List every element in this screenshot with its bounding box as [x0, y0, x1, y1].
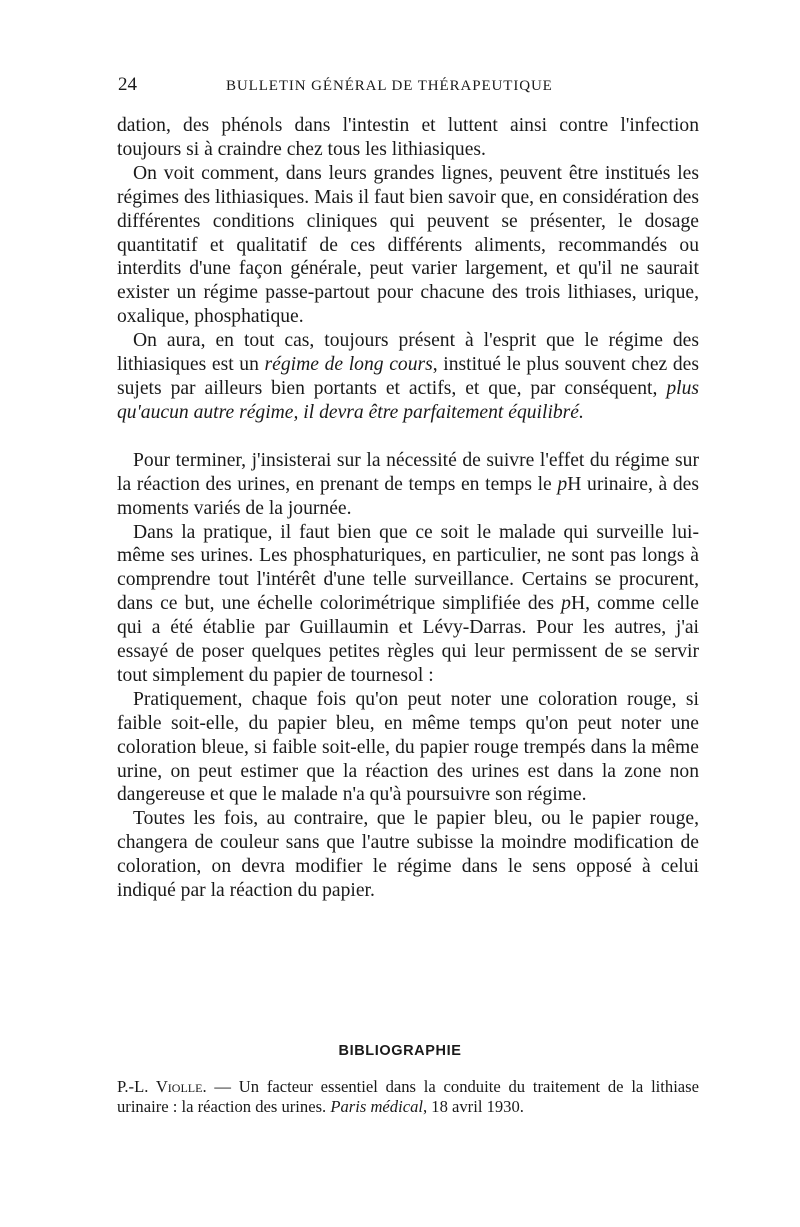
paragraph-5-text-c: H, comme celle qui a été établie par Guillaumin et Lévy-Darras. Pour les autres, j'ai essayé de poser quelques petites règles qui leur permissent de se servir tout simplement du papier de tournesol : — [117, 593, 700, 686]
paragraph-5 — [117, 521, 699, 688]
paragraph-3 — [117, 329, 699, 425]
paragraph-3-emphasis-1: régime de long cours — [264, 354, 433, 376]
paragraph-2: On voit comment, dans leurs grandes lignes, peuvent être institués les régimes des lithiasiques. Mais il faut bien savoir que, en considération des différentes conditions cliniques qui peuvent se présenter, le dosage quantitatif et qualitatif de ces différents aliments, recommandés ou interdits d'une façon générale, peut varier largement, et qu'il ne saurait exister un régime passe-partout pour chacune des trois lithiases, urique, oxalique, phosphatique. — [117, 162, 699, 328]
body-text — [117, 114, 699, 903]
page-number: 24 — [118, 74, 137, 95]
paragraph-4-text-c: H urinaire, à des moments variés de la journée. — [117, 473, 699, 519]
running-title: BULLETIN GÉNÉRAL DE THÉRAPEUTIQUE — [226, 78, 553, 94]
paragraph-3-emphasis-2: plus qu'aucun autre régime, il devra être parfaitement équilibré. — [117, 377, 699, 423]
paragraph-7: Toutes les fois, au contraire, que le papier bleu, ou le papier rouge, changera de couleur sans que l'autre subisse la moindre modification de coloration, on devra modifier le régime dans le sens opposé à celui indiqué par la réaction du papier. — [117, 808, 699, 902]
paragraph-3-text-a: On aura, en tout cas, toujours présent à l'esprit que le régime des lithiasiques est un — [117, 330, 699, 376]
bibliography-text: — Un facteur essentiel dans la conduite du traitement de la lithiase urinaire : la réaction des urines. — [117, 1077, 699, 1116]
paragraph-6: Pratiquement, chaque fois qu'on peut noter une coloration rouge, si faible soit-elle, du papier bleu, en même temps qu'on peut noter une coloration bleue, si faible soit-elle, du papier rouge trempés dans la même urine, on peut estimer que la réaction des urines est dans la zone non dangereuse et que le malade n'a qu'à poursuivre son régime. — [117, 688, 699, 806]
paragraph-4-ph-prefix: p — [557, 473, 568, 495]
bibliography-heading: BIBLIOGRAPHIE — [338, 1043, 462, 1059]
bibliography-author: P.-L. Violle. — [117, 1077, 207, 1096]
bibliography-entry — [117, 1077, 699, 1116]
page-header — [118, 74, 698, 104]
paragraph-4-text-a: Pour terminer, j'insisterai sur la nécessité de suivre l'effet du régime sur la réaction des urines, en prenant de temps en temps le — [117, 449, 699, 495]
paragraph-4 — [117, 449, 699, 521]
bibliography-details: , 18 avril 1930. — [422, 1096, 524, 1116]
paragraph-3-text-c: , institué le plus souvent chez des sujets par ailleurs bien portants et actifs, et que, par conséquent, — [117, 354, 699, 399]
paragraph-5-ph-prefix: p — [561, 593, 571, 615]
bibliography-journal: Paris médical — [330, 1096, 423, 1116]
paragraph-1: dation, des phénols dans l'intestin et luttent ainsi contre l'infection toujours si à craindre chez tous les lithiasiques. — [117, 115, 699, 160]
paragraph-5-text-a: Dans la pratique, il faut bien que ce soit le malade qui surveille lui-même ses urines. Les phosphaturiques, en particulier, ne sont pas longs à comprendre tout l'intérêt d'une telle surveillance. Certains se procurent, dans ce but, une échelle colorimétrique simplifiée des — [117, 521, 699, 615]
